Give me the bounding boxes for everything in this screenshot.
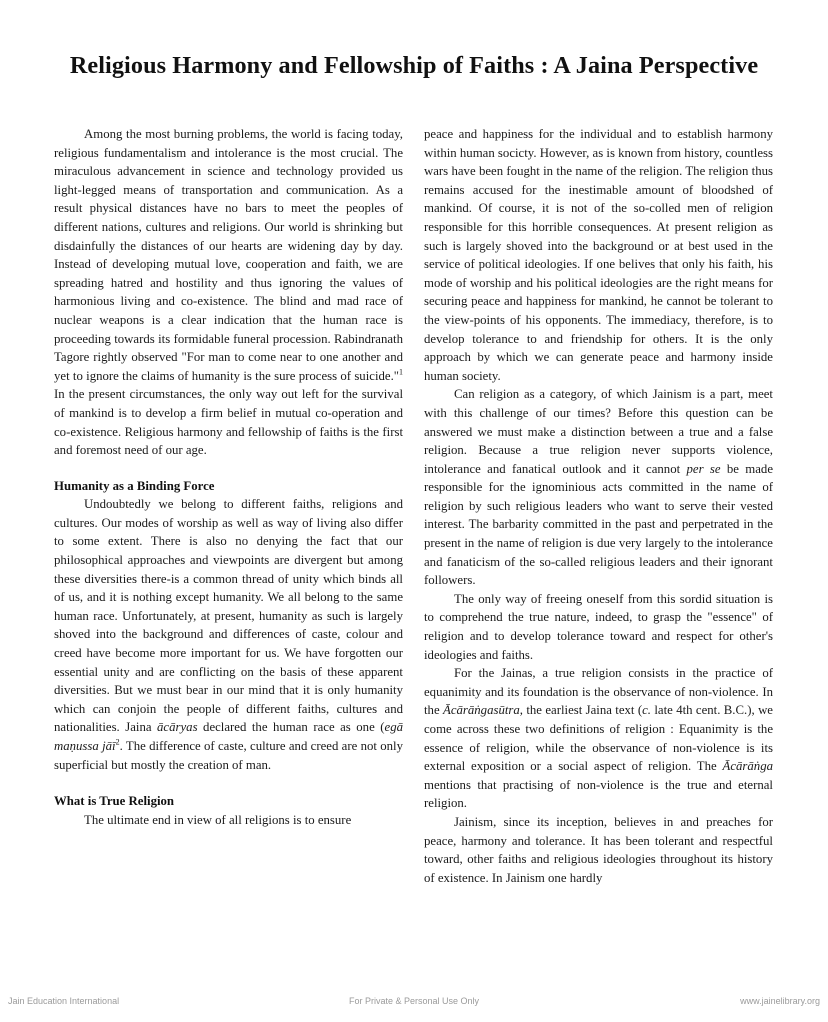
- page-title: Religious Harmony and Fellowship of Faiths : A Jaina Perspective: [69, 52, 759, 79]
- circa-term: c.: [642, 703, 651, 718]
- acaryas-term: ācāryas: [157, 720, 198, 735]
- jaina-text-d: mentions that practising of non-violence is the true and eternal religion.: [424, 777, 773, 811]
- intro-paragraph: [54, 125, 403, 460]
- challenge-paragraph: [424, 385, 773, 590]
- footnote-marker-2: 2: [115, 737, 120, 747]
- humanity-paragraph: [54, 495, 403, 774]
- ega-manussa-term: egā maṇussa jāī: [54, 720, 403, 753]
- footer-usage-notice: For Private & Personal Use Only: [348, 996, 480, 1006]
- section-gap: [54, 460, 403, 477]
- section-gap: [54, 774, 403, 792]
- footer-publisher: Jain Education International: [8, 996, 120, 1006]
- acaranga-sutra-term: Ācārāṅgasūtra,: [443, 703, 523, 718]
- humanity-text-b: declared the human race as one (: [197, 720, 385, 735]
- challenge-text-b: be made responsible for the ignominious acts committed in the name of religion by such religious leaders who want to serve their vested interest. The barbarity committed in the past and perpetrated in the present in the name of religion is due very largely to the intolerance and fanaticism of the so-called religious leaders and their ignorant followers.: [424, 461, 773, 588]
- jainism-paragraph: Jainism, since its inception, believes in and preaches for peace, harmony and tolerance. It has been tolerant and respectful toward, other faiths and religious ideologies throughout its history of existence. In Jainism one hardly: [424, 814, 773, 885]
- footnote-marker-1: 1: [399, 367, 403, 377]
- true-religion-paragraph: The ultimate end in view of all religions is to ensure: [84, 812, 352, 827]
- section-heading-true-religion: What is True Religion: [54, 794, 175, 809]
- per-se-term: per se: [686, 461, 721, 476]
- right-column: [424, 125, 773, 887]
- intro-text-b: In the present circumstances, the only way out left for the survival of mankind is to develop a firm belief in mutual co-operation and co-existence. Religious harmony and fellowship of faiths is the first and foremost need of our age.: [54, 387, 403, 458]
- essence-paragraph: The only way of freeing oneself from this sordid situation is to comprehend the true nature, indeed, to grasp the "essence" of religion and to develop tolerance toward and respect for other's ideologies and faiths.: [424, 591, 773, 662]
- jaina-text-a: For the Jainas, a true religion consists in the practice of equanimity and its foundation is the observance of non-violence. In the: [424, 666, 773, 718]
- challenge-text-a: Can religion as a category, of which Jainism is a part, meet with this challenge of our times? Before this question can be answered we must make a distinction between a true and a false religion. Because a true religion never supports violence, intolerance and fanatical outlook and it cannot: [424, 387, 773, 476]
- continued-paragraph: peace and happiness for the individual and to establish harmony within human socicty. However, as is known from history, countless wars have been fought in the name of the religion. The religion thus remains accused for the inestimable amount of bloodshed of mankind. Of course, it is not of the so-colled men of religion responsible for this horrible consequences. At present religion as such is largely shoved into the background or at best used in the service of political ideologies. If one belives that only his faith, his mode of worship and his political ideologies are the right means for securing peace and happiness for mankind, he cannot be tolerant to the view-points of his opponents. The immediacy, therefore, is to develop tolerance to and friendship for others. It is the only approach by which we can generate peace and harmony inside human society.: [424, 127, 773, 383]
- acaranga-term: Ācārāṅga: [722, 759, 773, 774]
- left-column: [54, 125, 403, 829]
- intro-text-a: Among the most burning problems, the world is facing today, religious fundamentalism and intolerance is the most crucial. The miraculous advancement in science and technology provided us light-legged means of transportation and communication. As a result physical distances have no bars to meet the peoples of different nations, cultures and religions. Our world is shrinking but disdainfully the distances of our hearts are widening day by day. Instead of developing mutual love, cooperation and faith, we are spreading hatred and hostility and thus ignoring the values of harmonious living and co-existence. The blind and mad race of nuclear weapons is a clear indication that the human race is proceeding towards its formidable funeral procession. Rabindranath Tagore rightly observed "For man to come near to one another and yet to ignore the claims of humanity is the sure process of suicide.": [54, 127, 403, 383]
- jaina-religion-paragraph: [424, 664, 773, 813]
- humanity-text-a: Undoubtedly we belong to different faiths, religions and cultures. Our modes of worship as well as way of living also differ to some extent. There is also no denying the fact that our philosophical approaches and viewpoints are divergent but among these diversities there-is a common thread of unity which binds all of us, and it is nothing except humanity. We all belong to the same human race. Unfortunately, at present, humanity as such is largely shoved into the background and differences of caste, colour and creed have become more important for us. We have forgotten our essential unity and are conflicting on the basis of these apparent diversities. But we must bear in our mind that it is only humanity which can conjoin the people of different faiths, cultures and nationalities. Jaina: [54, 497, 403, 735]
- footer-website-link[interactable]: www.jainelibrary.org: [740, 996, 820, 1006]
- jaina-text-b: the earliest Jaina text (: [522, 703, 643, 718]
- section-heading-humanity: Humanity as a Binding Force: [54, 478, 215, 493]
- jaina-text-c: late 4th cent. B.C.), we come across these two definitions of religion : Equanimity is the essence of religion, while the observance of non-violence is its external exposition or a social aspect of religion. The: [424, 703, 773, 774]
- humanity-text-c: . The difference of caste, culture and creed are not only superficial but mostly the creation of man.: [54, 739, 403, 772]
